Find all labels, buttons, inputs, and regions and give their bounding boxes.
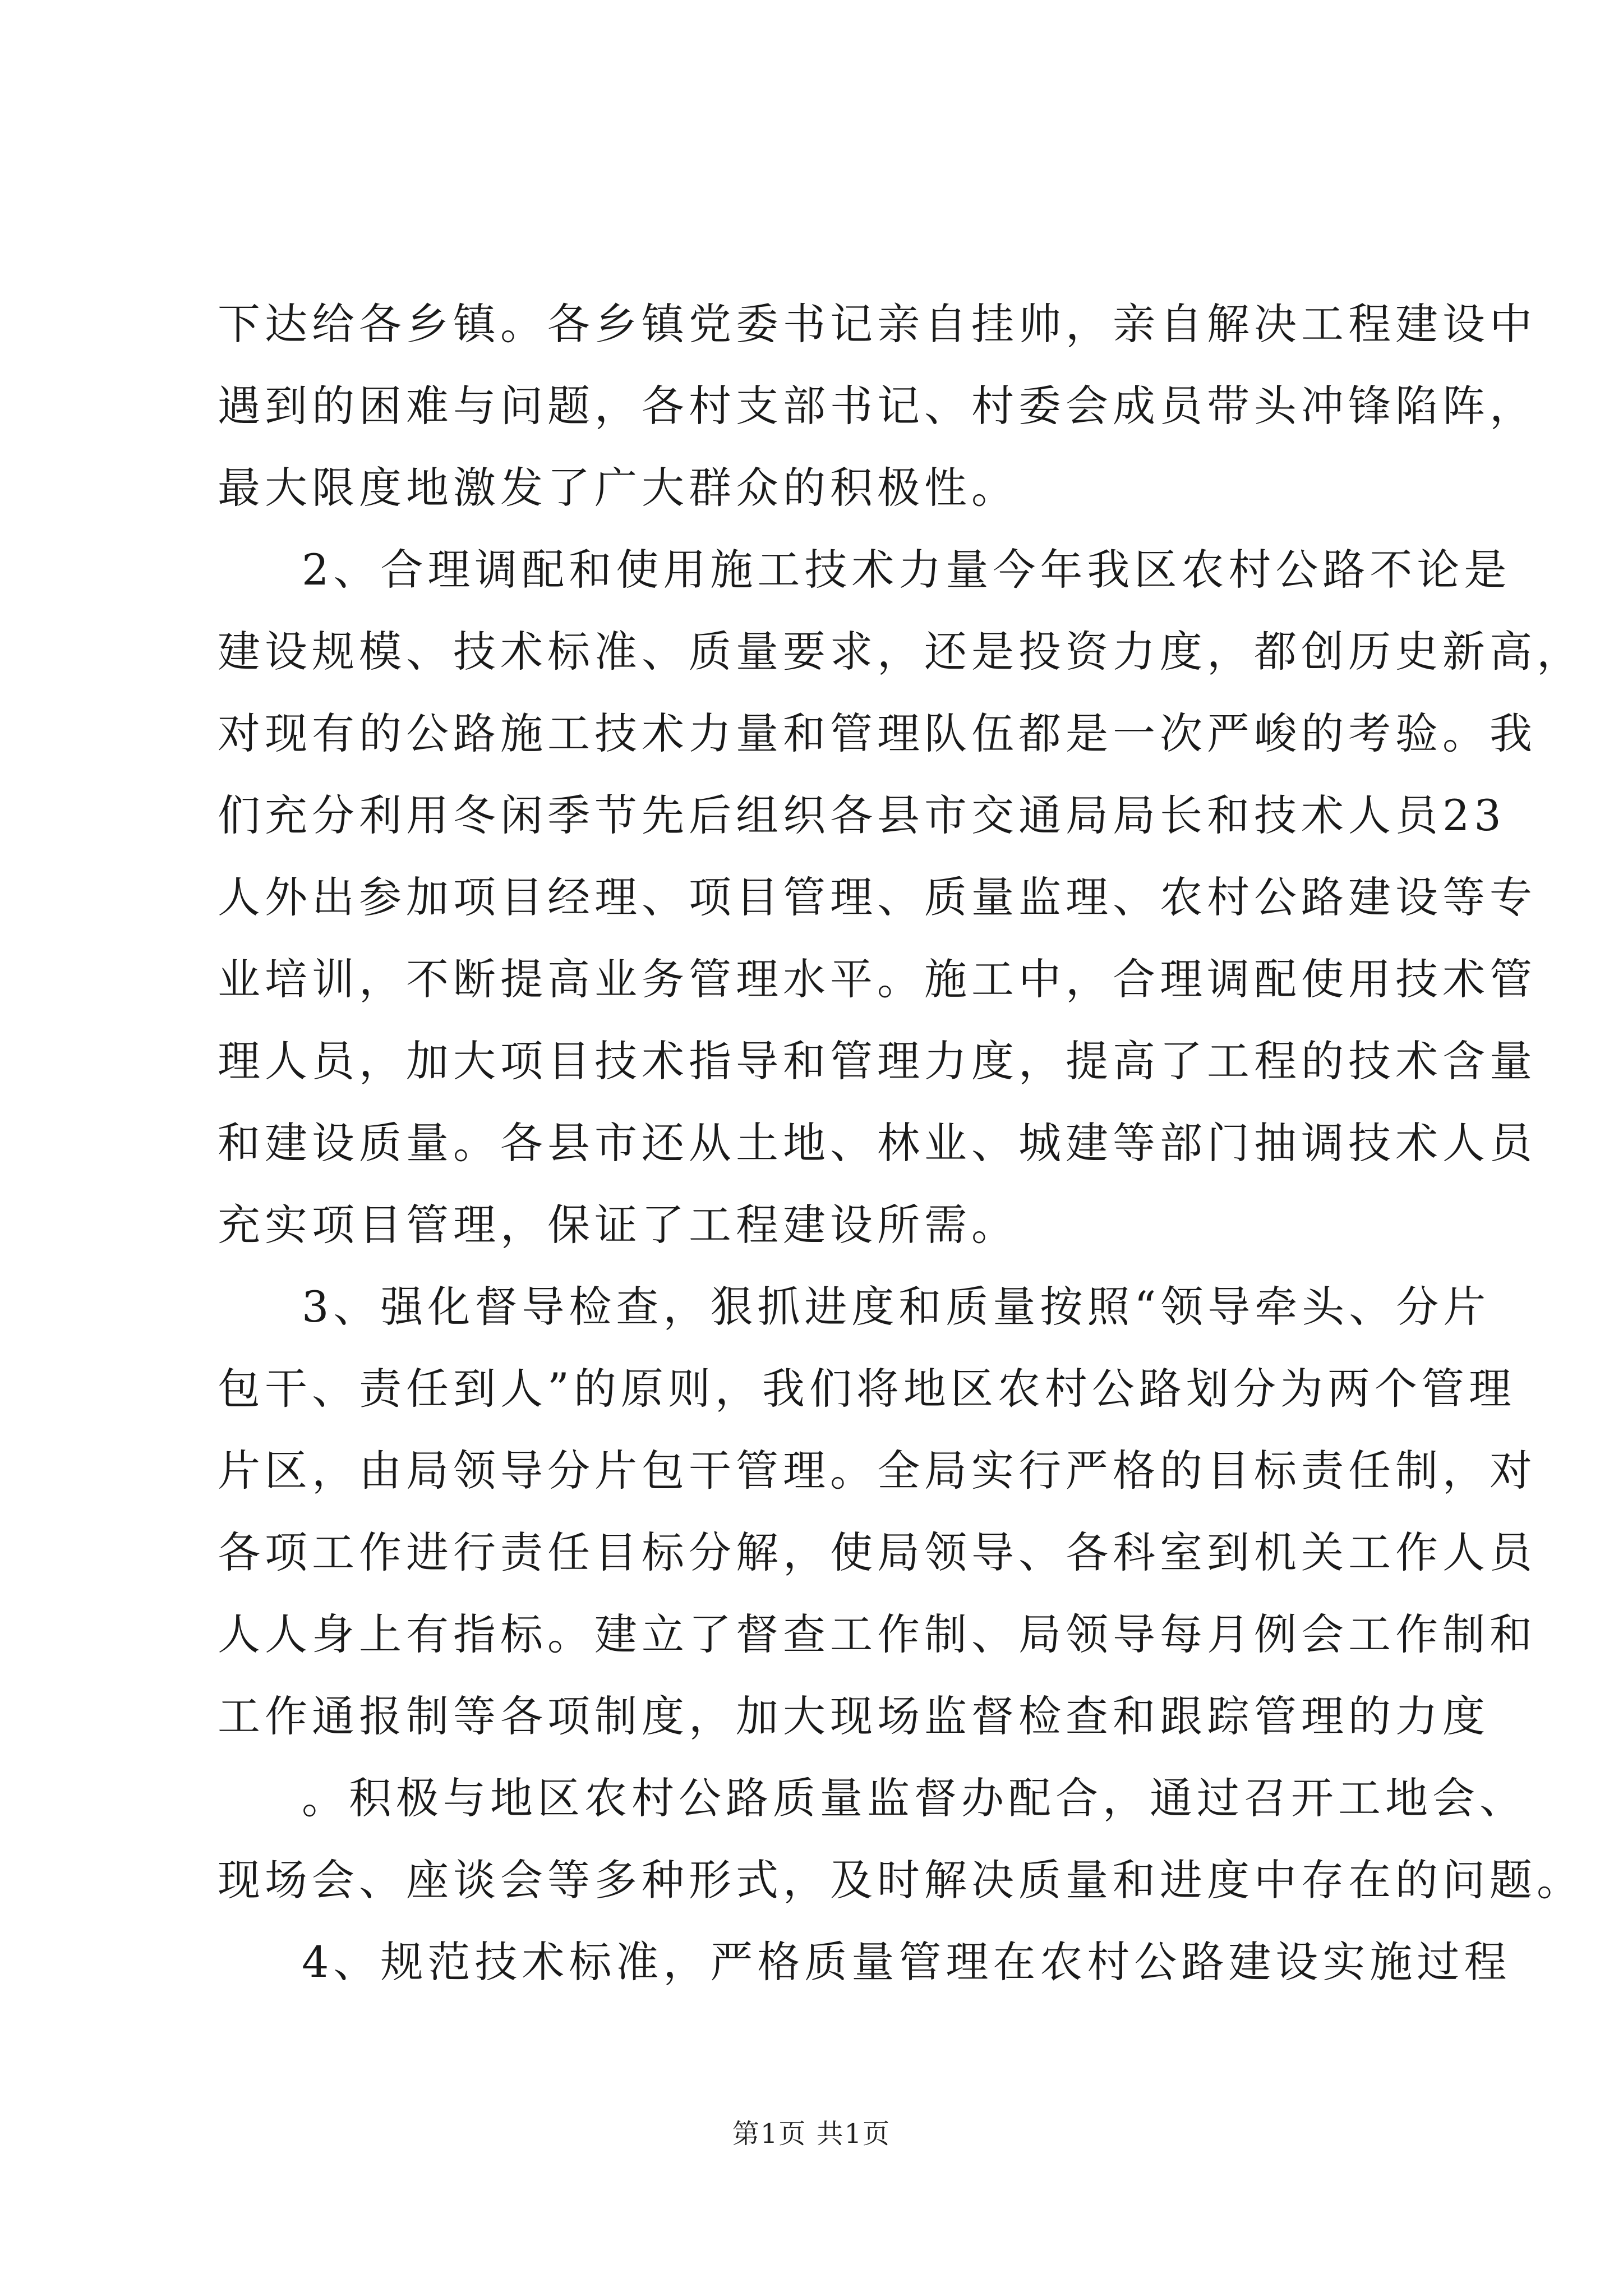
text-line: 和建设质量。各县市还从土地、林业、城建等部门抽调技术人员 bbox=[218, 1118, 1537, 1168]
text-line: 片区，由局领导分片包干管理。全局实行严格的目标责任制，对 bbox=[218, 1446, 1537, 1496]
text-line: 遇到的困难与问题，各村支部书记、村委会成员带头冲锋陷阵， bbox=[218, 381, 1537, 431]
text-line: 们充分利用冬闲季节先后组织各县市交通局局长和技术人员23 bbox=[218, 790, 1506, 840]
page-number-footer: 第1页 共1页 bbox=[732, 2118, 891, 2150]
paragraph-start-line: 4、规范技术标准，严格质量管理在农村公路建设实施过程 bbox=[302, 1937, 1511, 1987]
text-line: 充实项目管理，保证了工程建设所需。 bbox=[218, 1200, 1018, 1250]
text-line: 包干、责任到人”的原则，我们将地区农村公路划分为两个管理 bbox=[218, 1364, 1516, 1414]
text-line: 建设规模、技术标准、质量要求，还是投资力度，都创历史新高， bbox=[218, 627, 1584, 677]
paragraph-start-line: 3、强化督导检查，狠抓进度和质量按照“领导牵头、分片 bbox=[302, 1282, 1491, 1332]
text-line: 理人员，加大项目技术指导和管理力度，提高了工程的技术含量 bbox=[218, 1036, 1537, 1086]
text-line: 各项工作进行责任目标分解，使局领导、各科室到机关工作人员 bbox=[218, 1527, 1537, 1577]
text-line: 最大限度地激发了广大群众的积极性。 bbox=[218, 463, 1018, 513]
text-line: 现场会、座谈会等多种形式，及时解决质量和进度中存在的问题。 bbox=[218, 1855, 1584, 1905]
text-line: 对现有的公路施工技术力量和管理队伍都是一次严峻的考验。我 bbox=[218, 708, 1537, 758]
text-line: 人外出参加项目经理、项目管理、质量监理、农村公路建设等专 bbox=[218, 872, 1537, 922]
text-line: 下达给各乡镇。各乡镇党委书记亲自挂帅，亲自解决工程建设中 bbox=[218, 299, 1537, 349]
paragraph-start-line: 。积极与地区农村公路质量监督办配合，通过召开工地会、 bbox=[302, 1773, 1527, 1823]
text-line: 工作通报制等各项制度，加大现场监督检查和跟踪管理的力度 bbox=[218, 1691, 1490, 1741]
text-line: 人人身上有指标。建立了督查工作制、局领导每月例会工作制和 bbox=[218, 1609, 1537, 1659]
text-line: 业培训，不断提高业务管理水平。施工中，合理调配使用技术管 bbox=[218, 954, 1537, 1004]
paragraph-start-line: 2、合理调配和使用施工技术力量今年我区农村公路不论是 bbox=[302, 545, 1511, 595]
